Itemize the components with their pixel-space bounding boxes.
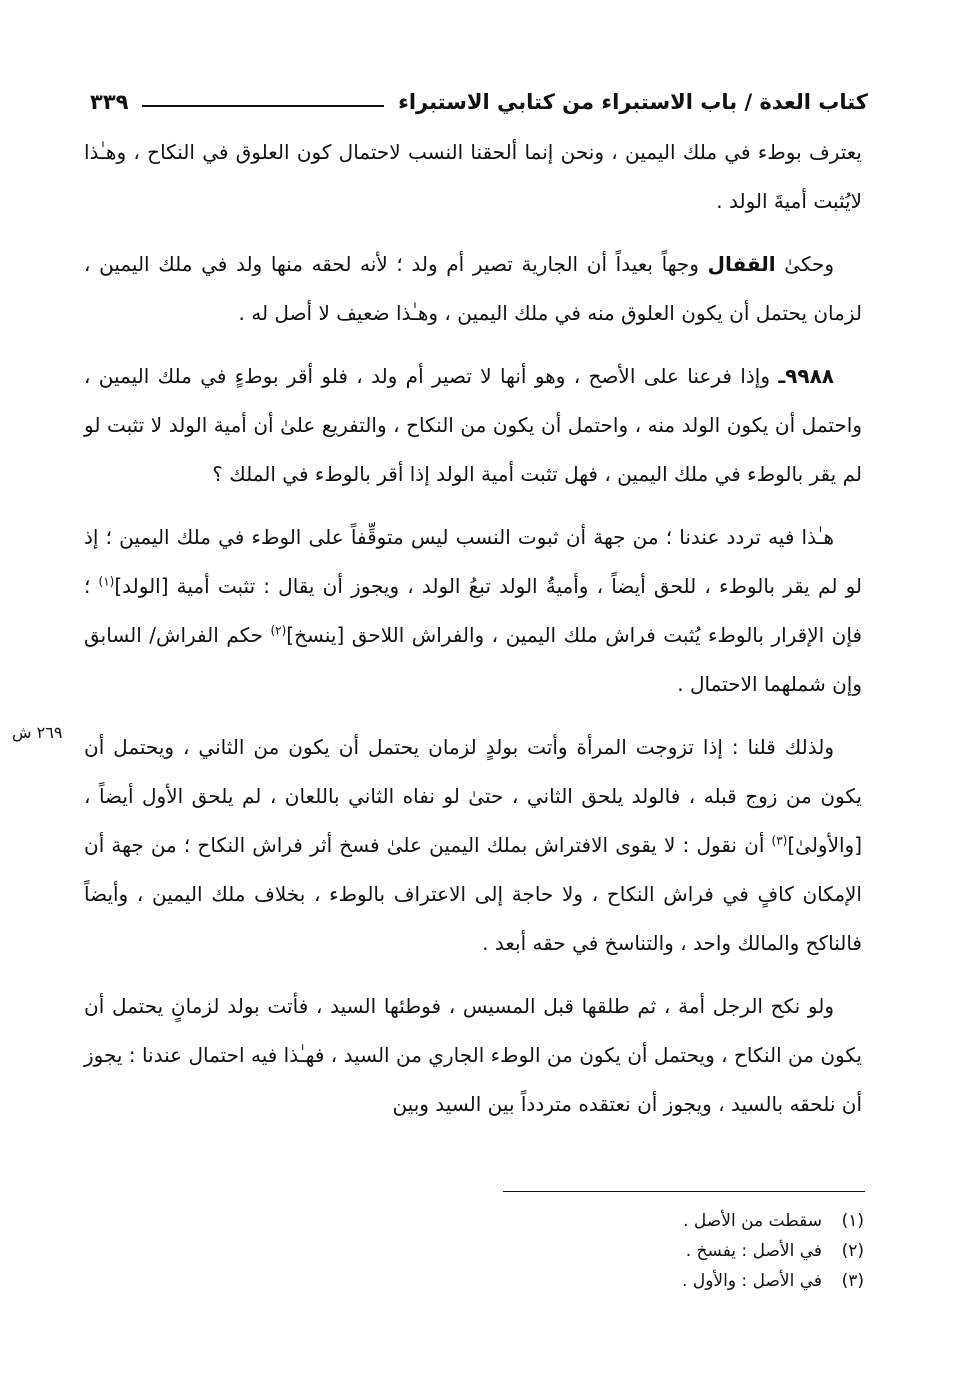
footnote-text: سقطت من الأصل . — [683, 1211, 822, 1231]
paragraph-text: حكم الفراش/ السابق وإن شملهما الاحتمال . — [84, 623, 862, 696]
scholar-name: القفال — [707, 252, 776, 276]
running-title: كتاب العدة / باب الاستبراء من كتابي الاستبراء — [398, 90, 868, 114]
footnote-number: (٣) — [841, 1271, 864, 1291]
paragraph-text: ؛ فإن الإقرار بالوطء يُثبت فراش ملك اليمين ، والفراش اللاحق [ينسخ] — [84, 574, 863, 647]
page-number: ٣٣٩ — [90, 90, 129, 114]
paragraph-text: وإذا فرعنا على الأصح ، وهو أنها لا تصير أم ولد ، فلو أقر بوطءٍ في ملك اليمين ، واحتمل أن يكون الولد منه ، واحتمل أن يكون من النكاح ، والتفريع علىٰ أن أمية الولد لا تثبت لو لم يقر بالوطء في ملك اليمين ، فهل تثبت أمية الولد إذا أقر بالوطء في الملك ؟ — [84, 364, 862, 486]
footnote-ref-3[interactable]: (٣) — [771, 833, 788, 848]
paragraph-2 — [84, 240, 862, 338]
paragraph-text: يعترف بوطء في ملك اليمين ، ونحن إنما ألحقنا النسب لاحتمال كون العلوق في النكاح ، وهـٰذا لايُثبت أميةَ الولد . — [84, 140, 862, 213]
footnote-ref-1[interactable]: (١) — [98, 574, 115, 589]
paragraph-text: هـٰذا فيه تردد عندنا ؛ من جهة أن ثبوت النسب ليس متوقِّفاً على الوطء في ملك اليمين ؛ إذ لو لم يقر بالوطء ، للحق أيضاً ، وأميةُ الولد تبعُ الولد ، ويجوز أن يقال : تثبت أمية [الولد] — [84, 525, 862, 598]
footnote-text: في الأصل : يفسخ . — [685, 1241, 822, 1261]
footnote-text: في الأصل : والأول . — [682, 1271, 822, 1291]
footnote-2 — [500, 1236, 864, 1266]
footnote-ref-2[interactable]: (٢) — [270, 623, 287, 638]
footnote-3 — [500, 1266, 864, 1296]
main-text — [84, 128, 862, 1143]
paragraph-5 — [84, 723, 862, 968]
paragraph-3 — [84, 352, 862, 499]
page-header — [90, 82, 868, 122]
paragraph-4 — [84, 513, 862, 709]
paragraph-text: وجهاً بعيداً أن الجارية تصير أم ولد ؛ لأنه لحقه منها ولد في ملك اليمين ، لزمان يحتمل أن يكون العلوق منه في ملك اليمين ، وهـٰذا ضعيف لا أصل له . — [84, 252, 862, 325]
paragraph-text: ولو نكح الرجل أمة ، ثم طلقها قبل المسيس ، فوطئها السيد ، فأتت بولد لزمانٍ يحتمل أن يكون من النكاح ، ويحتمل أن يكون من الوطء الجاري من السيد ، فهـٰذا فيه احتمال عندنا : يجوز أن نلحقه بالسيد ، ويجوز أن نعتقده متردداً بين السيد وبين — [84, 994, 862, 1116]
paragraph-text: وحكىٰ — [775, 252, 835, 276]
section-number: ٩٩٨٨ـ — [778, 364, 834, 388]
footnote-number: (١) — [841, 1211, 864, 1231]
paragraph-1 — [84, 128, 862, 226]
header-rule — [142, 105, 384, 107]
footnote-divider — [503, 1191, 865, 1192]
footnotes — [500, 1206, 864, 1296]
paragraph-text: أن نقول : لا يقوى الافتراش بملك اليمين علىٰ فسخ أثر فراش النكاح ؛ من جهة أن الإمكان كافٍ في فراش النكاح ، ولا حاجة إلى الاعتراف بالوطء ، بخلاف ملك اليمين ، وأيضاً فالناكح والمالك واحد ، والتناسخ في حقه أبعد . — [84, 833, 862, 955]
paragraph-6 — [84, 982, 862, 1129]
margin-folio-note: ٢٦٩ ش — [12, 723, 63, 742]
footnote-number: (٢) — [841, 1241, 864, 1261]
paragraph-text: ولذلك قلنا : إذا تزوجت المرأة وأتت بولدٍ لزمان يحتمل أن يكون من الثاني ، ويحتمل أن يكون من زوج قبله ، فالولد يلحق الثاني ، حتىٰ لو نفاه الثاني باللعان ، لم يلحق الأول أيضاً ، [والأولىٰ] — [84, 735, 862, 857]
footnote-1 — [500, 1206, 864, 1236]
